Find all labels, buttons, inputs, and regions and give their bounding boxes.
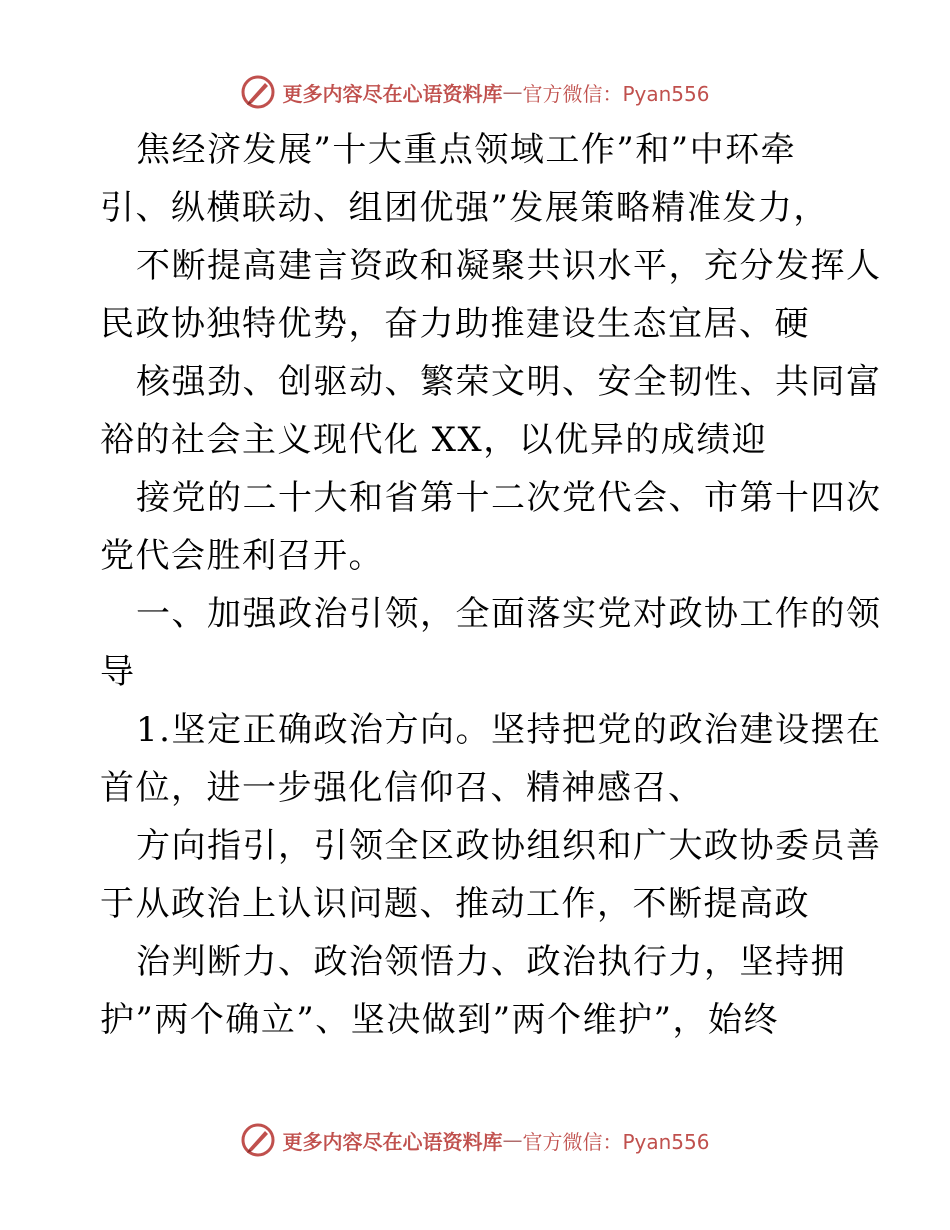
watermark-dash: —	[502, 1128, 523, 1152]
watermark-suffix: 官方微信：Pyan556	[522, 81, 710, 106]
paragraph-line: 治判断力、政治领悟力、政治执行力，坚持拥	[136, 942, 846, 982]
section-heading-line: 导	[100, 652, 136, 692]
watermark-text: 更多内容尽在心语资料库	[282, 1129, 503, 1154]
paragraph-line: 裕的社会主义现代化 XX，以优异的成绩迎	[100, 420, 768, 460]
paragraph-line: 党代会胜利召开。	[100, 536, 384, 576]
paragraph-line: 不断提高建言资政和凝聚共识水平，充分发挥人	[136, 246, 882, 286]
paragraph-line: 方向指引，引领全区政协组织和广大政协委员善	[136, 826, 882, 866]
paragraph-line: 焦经济发展”十大重点领域工作”和”中环牵	[136, 130, 797, 170]
watermark-suffix: 官方微信：Pyan556	[522, 1129, 710, 1154]
paragraph-line: 民政协独特优势，奋力助推建设生态宜居、硬	[100, 304, 810, 344]
header-watermark	[0, 72, 950, 112]
paragraph-line: 于从政治上认识问题、推动工作，不断提高政	[100, 884, 810, 924]
paragraph-line: 1.坚定正确政治方向。坚持把党的政治建设摆在	[136, 710, 882, 750]
section-heading-line: 一、加强政治引领，全面落实党对政协工作的领	[136, 594, 882, 634]
paragraph-line: 首位，进一步强化信仰召、精神感召、	[100, 768, 704, 808]
quill-logo-icon	[240, 74, 276, 110]
paragraph-line: 护”两个确立”、坚决做到”两个维护”，始终	[100, 1000, 780, 1040]
paragraph-line: 接党的二十大和省第十二次党代会、市第十四次	[136, 478, 882, 518]
quill-logo-icon	[240, 1122, 276, 1158]
watermark-text: 更多内容尽在心语资料库	[282, 81, 503, 106]
paragraph-line: 核强劲、创驱动、繁荣文明、安全韧性、共同富	[136, 362, 882, 402]
footer-watermark	[0, 1120, 950, 1160]
paragraph-line: 引、纵横联动、组团优强”发展策略精准发力，	[100, 188, 829, 228]
watermark-dash: —	[502, 80, 523, 104]
